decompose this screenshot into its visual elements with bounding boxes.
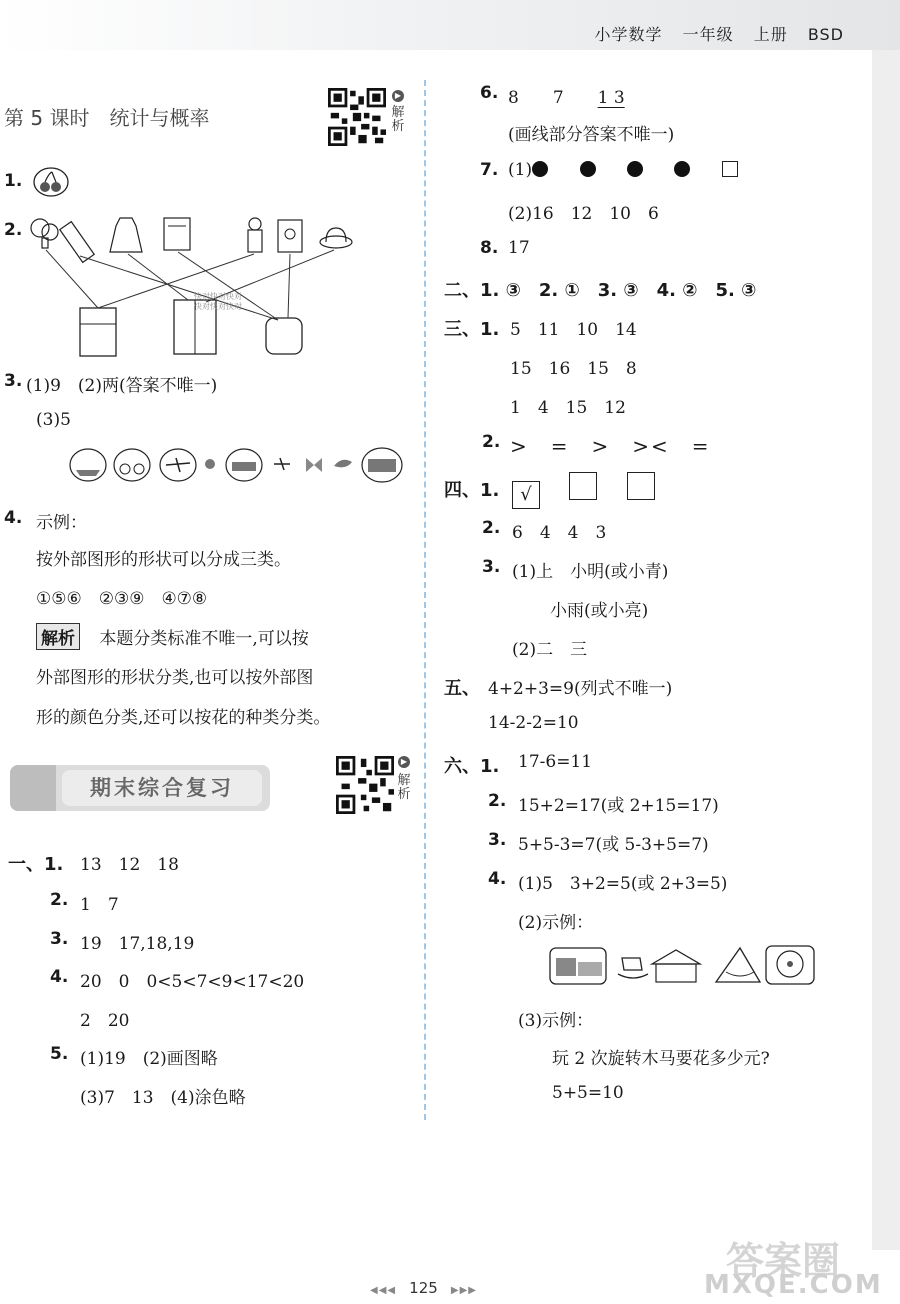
shape-sequence [508,160,738,180]
train-icon [550,948,606,984]
section-number: 四、1. [444,480,500,501]
question-number: 4. [50,967,69,987]
answer-text: 8 7 [508,88,598,108]
qr-label-char: 析 [397,787,411,802]
butterfly-icon [306,458,322,472]
bee-icon [205,459,215,469]
answer-text: (2)二 三 [512,640,588,660]
ruler-icon [60,222,94,263]
question-number: 2. [50,890,69,910]
filled-circle-icon [532,161,548,177]
dress-icon [110,218,142,252]
ship-icon [70,449,106,481]
section-title: 期末综合复习 [90,776,234,800]
header-grade: 一年级 [682,25,734,44]
answer-text: 玩 2 次旋转木马要花多少元? [552,1049,770,1069]
question-number: 3. [482,557,501,577]
answer-text: 17-6=11 [518,752,593,772]
section-number: 六、1. [444,756,500,777]
right-edge-bar [872,50,900,1250]
play-icon: ▶ [392,90,404,102]
analysis-tag: 解析 [36,623,80,650]
question-number: 2. [4,220,23,240]
rocking-horse-icon [618,958,648,978]
bicycle-icon [114,449,150,481]
page-header [581,22,845,45]
section-number: 一、1. [8,854,64,875]
header-subject: 小学数学 [594,25,663,44]
answer-text: 1 4 15 12 [510,398,626,418]
answer-text: 2 20 [80,1011,130,1031]
question-number: 1. [4,171,23,191]
lesson-title: 第 5 课时 统计与概率 [4,106,210,130]
question-number: 2. [482,518,501,538]
answer-text: ①⑤⑥ ②③⑨ ④⑦⑧ [36,589,208,609]
section-two-answers: 二、1. ③ 2. ① 3. ③ 4. ② 5. ③ [444,280,757,301]
analysis-line [36,623,309,650]
header-volume: 上册 [753,25,788,44]
answer-text [508,83,625,108]
section-number: 五、 [444,678,480,699]
question-number: 3. [50,929,69,949]
answer-text: 13 12 18 [80,855,179,875]
comparison-symbols: > = > >< = [510,434,711,458]
question-number: 5. [50,1044,69,1064]
filled-circle-icon [580,161,596,177]
next-arrows-icon: ▶▶▶ [450,1285,477,1296]
checkbox-row [512,472,655,509]
filled-circle-icon [674,161,690,177]
answer-text: 14-2-2=10 [488,713,579,733]
page-footer [370,1278,477,1297]
play-icon: ▶ [398,756,410,768]
answer-text: (1)19 (2)画图略 [80,1049,218,1069]
answer-text: 17 [508,238,530,258]
answer-note: (画线部分答案不唯一) [508,125,675,145]
filled-circle-icon [627,161,643,177]
watermark-url: MXQE.COM [704,1270,883,1300]
ferris-wheel-icon [766,946,814,984]
vehicles-and-animals-illustration [68,446,408,484]
broccoli-icon [31,219,58,248]
backpack-icon [266,318,302,354]
qr-label-char: 解 [391,105,405,120]
car-icon [226,449,262,481]
answer-text: (2)示例： [518,913,594,933]
stamp-line: 快对快对快对 [194,292,242,301]
airplane-icon [160,449,196,481]
answer-text: 5+5=10 [552,1083,624,1103]
answer-text: 1 7 [80,895,119,915]
answer-text: 示例： [36,513,87,533]
answer-text: (3)7 13 (4)涂色略 [80,1088,246,1108]
book-icon [164,218,190,250]
answer-text: 小雨(或小亮) [550,601,649,621]
answer-text: (2)16 12 10 6 [508,204,659,224]
analysis-text: 外部图形的形状分类,也可以按外部图 [36,668,314,688]
answer-text: 15 16 15 8 [510,359,637,379]
bird-icon [334,460,352,468]
qr-analysis-label [391,106,405,134]
answer-text: 5 11 10 14 [510,320,637,340]
carousel-icon [652,950,700,982]
banner-inner [62,770,262,806]
bus-icon [362,448,402,482]
answer-text: 6 4 4 3 [512,523,607,543]
qr-label-char: 解 [397,773,411,788]
picture-book-icon [278,220,302,252]
prev-arrows-icon: ◀◀◀ [370,1285,397,1296]
answer-text: (1)5 3+2=5(或 2+3=5) [518,874,728,894]
answer-text: 按外部图形的形状可以分成三类。 [36,550,291,570]
answer-text: 5+5-3=7(或 5-3+5=7) [518,835,709,855]
cherry-icon [32,166,70,198]
qr-label-char: 析 [391,119,405,134]
matching-illustration [28,212,368,362]
qr-code-icon[interactable] [328,88,386,146]
column-divider [424,80,426,1120]
question-number: 3. [4,371,23,391]
analysis-text: 本题分类标准不唯一,可以按 [99,629,309,649]
checked-box: √ [512,481,540,509]
qr-code-icon[interactable] [336,756,394,814]
doll-icon [248,218,262,252]
amusement-park-illustration [548,944,818,986]
watermark-logo: 答案圈 [726,1239,841,1283]
empty-box [627,472,655,500]
hat-icon [320,228,352,248]
answer-text: 20 0 0<5<7<9<17<20 [80,972,305,992]
underlined-answer: 1 3 [597,88,625,108]
answer-text: 15+2=17(或 2+15=17) [518,796,719,816]
answer-text: (3)5 [36,410,71,430]
question-number: 4. [488,869,507,889]
question-number: 2. [482,432,501,452]
question-number: 3. [488,830,507,850]
question-number: 2. [488,791,507,811]
answer-text: (1)上 小明(或小青) [512,562,669,582]
question-number: 6. [480,83,499,103]
question-number: 7. [480,160,499,180]
section-number: 三、1. [444,319,500,340]
stamp-line: 快对快对快对 [194,302,242,311]
square-icon [722,161,738,177]
stamp-text [194,292,242,312]
answer-text: 19 17,18,19 [80,934,195,954]
answer-text: 4+2+3=9(列式不唯一) [488,679,673,699]
header-edition: BSD [807,25,844,44]
refrigerator-icon [80,308,116,356]
qr-analysis-label [397,774,411,802]
dragonfly-icon [274,458,290,470]
banner-accent [10,765,56,811]
answer-text: (3)示例： [518,1011,594,1031]
answer-text: (1)9 (2)两(答案不唯一) [26,376,218,396]
pirate-ship-icon [716,948,760,982]
question-number: 8. [480,238,499,258]
section-banner [10,765,270,811]
answer-text: (1) [508,160,533,180]
empty-box [569,472,597,500]
question-number: 4. [4,508,23,528]
analysis-text: 形的颜色分类,还可以按花的种类分类。 [36,708,331,728]
page-number: 125 [409,1279,438,1297]
